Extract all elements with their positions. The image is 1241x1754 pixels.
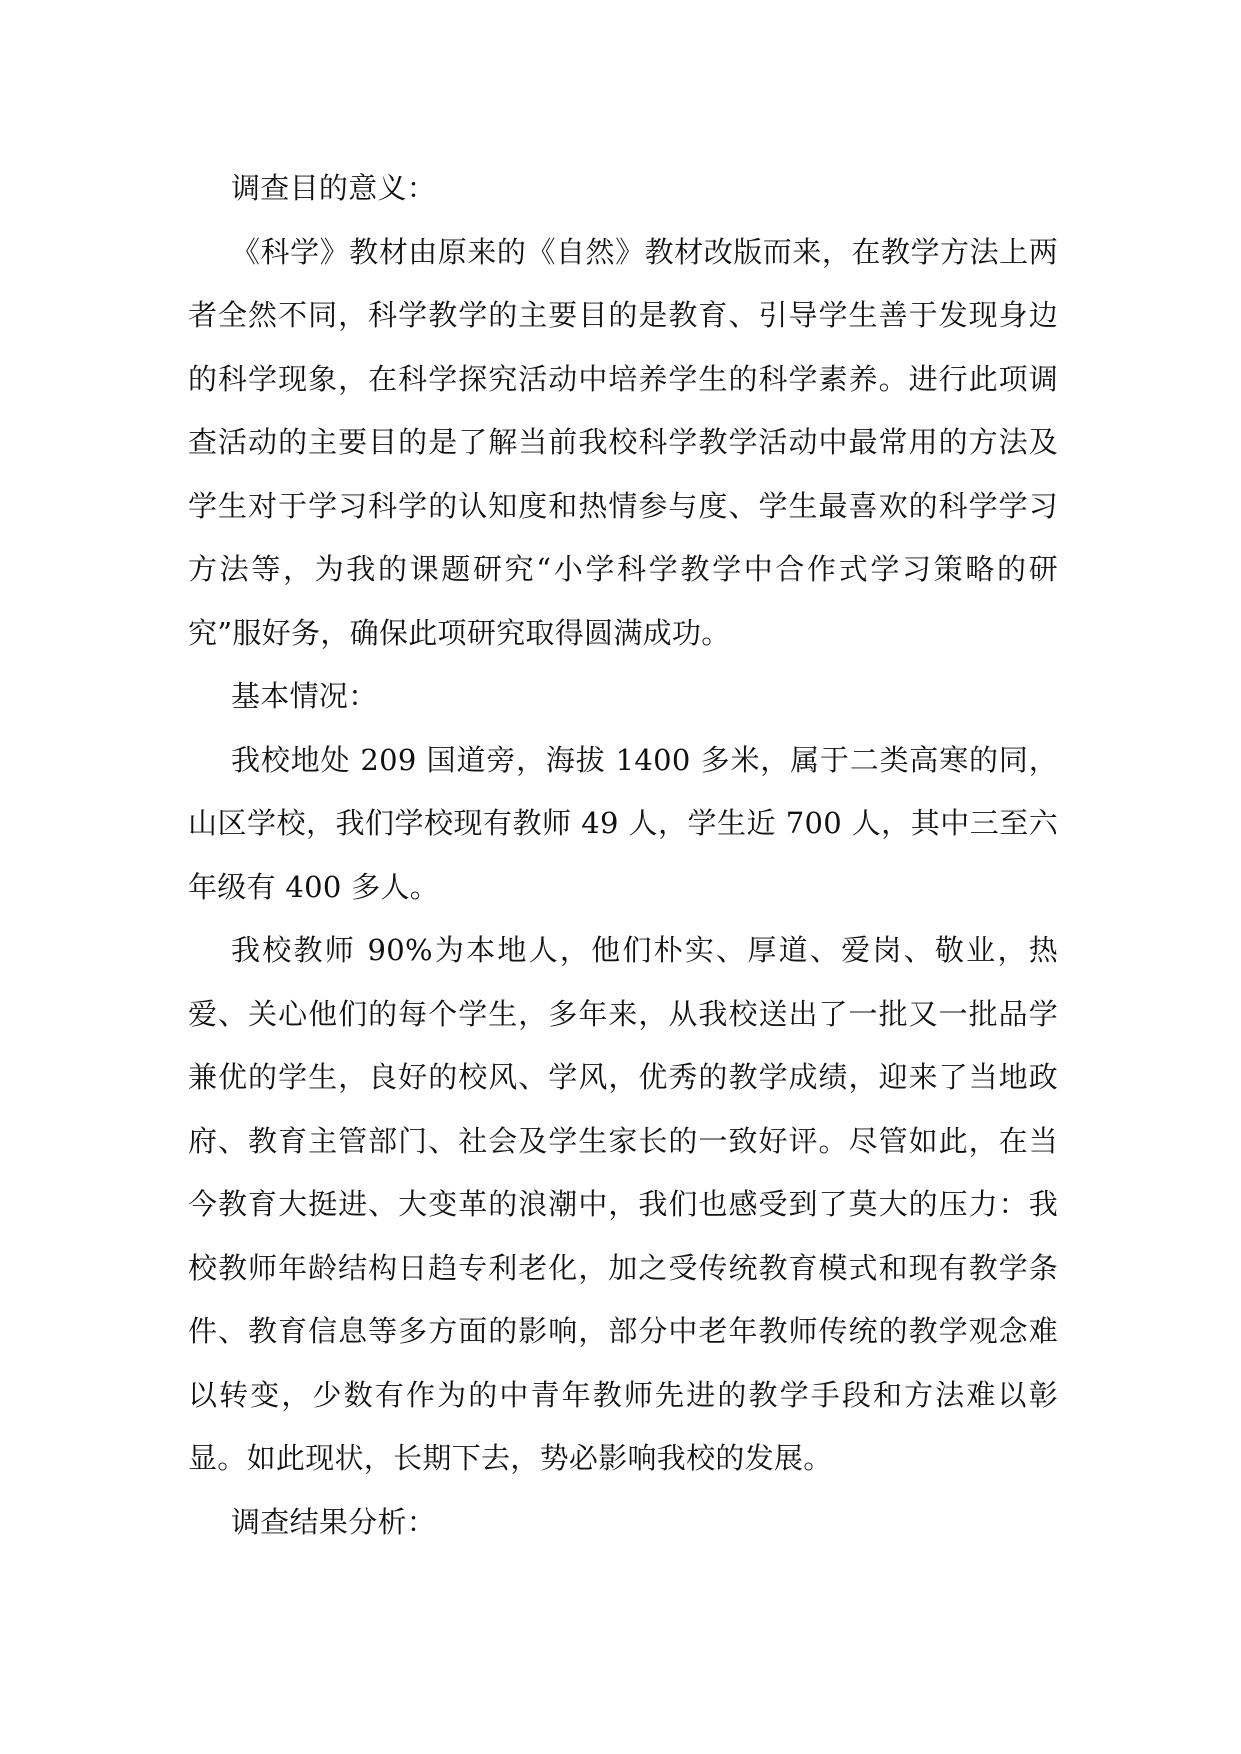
section-heading-basic-info: 基本情况： — [231, 679, 378, 713]
section-heading-results: 调查结果分析： — [231, 1504, 437, 1539]
paragraph-purpose: 《科学》教材由原来的《自然》教材改版而来，在教学方法上两者全然不同，科学教学的主要目的是教育、引导学生善于发现身边的科学现象，在科学探究活动中培养学生的科学素养。进行此项调查活动的主要目的是了解当前我校科学教学活动中最常用的方法及学生对于学习科学的认知度和热情参与度、学生最喜欢的科学学习方法等，为我的课题研究“小学科学教学中合作式学习策略的研究”服好务，确保此项研究取得圆满成功。 — [188, 234, 1058, 650]
document-body — [188, 157, 1058, 1554]
section-heading-purpose: 调查目的意义： — [231, 171, 437, 205]
paragraph-school-location: 我校地处 209 国道旁，海拔 1400 多米，属于二类高寒的同，山区学校，我们学校现有教师 49 人，学生近 700 人，其中三至六年级有 400 多人。 — [188, 742, 1058, 904]
paragraph-teachers: 我校教师 90%为本地人，他们朴实、厚道、爱岗、敬业，热爱、关心他们的每个学生，多年来，从我校送出了一批又一批品学兼优的学生，良好的校风、学风，优秀的教学成绩，迎来了当地政府、教育主管部门、社会及学生家长的一致好评。尽管如此，在当今教育大挺进、大变革的浪潮中，我们也感受到了莫大的压力：我校教师年龄结构日趋专利老化，加之受传统教育模式和现有教学条件、教育信息等多方面的影响，部分中老年教师传统的教学观念难以转变，少数有作为的中青年教师先进的教学手段和方法难以彰显。如此现状，长期下去，势必影响我校的发展。 — [188, 933, 1058, 1475]
